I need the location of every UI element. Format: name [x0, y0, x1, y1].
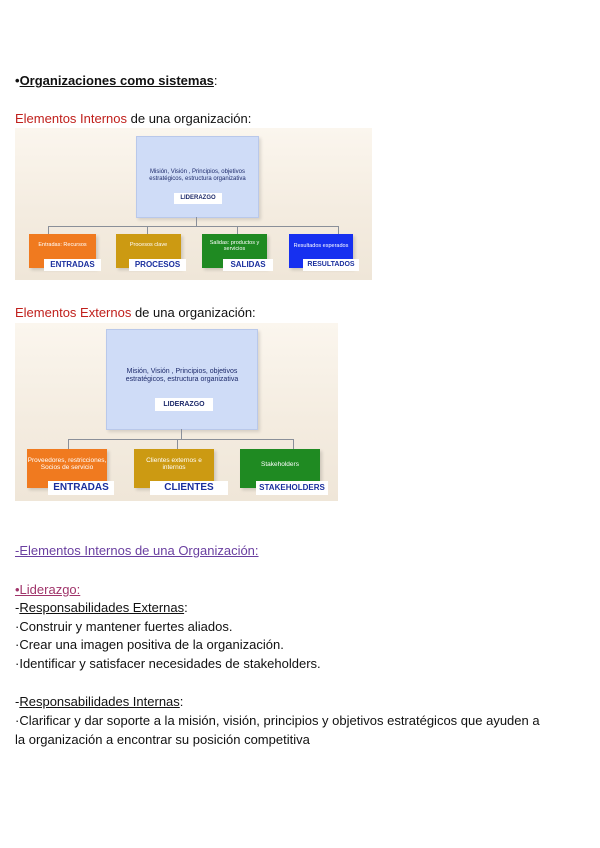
diagram1-tag-entradas: ENTRADAS [44, 259, 101, 271]
diagram2-connector-2 [177, 439, 178, 449]
diagram2-connector-horizontal [68, 439, 293, 440]
list-item: ·Construir y mantener fuertes aliados. [15, 619, 233, 634]
internal-responsibilities-heading: -Responsabilidades Internas: [15, 694, 184, 709]
diagram2-tag-stakeholders: STAKEHOLDERS [256, 481, 328, 495]
diagram1-connector-2 [147, 226, 148, 234]
external-heading-red: Elementos Externos [15, 305, 132, 320]
internal-responsibilities-line-2: la organización a encontrar su posición competitiva [15, 732, 310, 747]
diagram2-mission-box [106, 329, 258, 430]
diagram1-connector-4 [338, 226, 339, 234]
diagram1-tag-procesos: PROCESOS [129, 259, 186, 271]
diagram1-tag-resultados: RESULTADOS [303, 259, 359, 271]
diagram2-tag-entradas: ENTRADAS [48, 481, 114, 495]
diagram1-node-resultados: Resultados esperados [289, 234, 353, 268]
external-responsibilities-title: Responsabilidades Externas [19, 600, 185, 615]
diagram1-node-procesos: Procesos clave [116, 234, 181, 268]
external-responsibilities-heading: -Responsabilidades Externas: [15, 600, 188, 615]
diagram2-connector-3 [293, 439, 294, 449]
diagram2-mission-text: Misión, Visión , Principios, objetivos estratégicos, estructura organizativa [125, 368, 239, 383]
diagram1-leader-label: LIDERAZGO [174, 193, 222, 204]
title-bullet: • [15, 73, 20, 88]
internal-elements-heading [15, 111, 251, 127]
internal-responsibilities-title: Responsabilidades Internas [19, 694, 180, 709]
diagram1-mission-box [136, 136, 259, 218]
diagram2-connector-vertical [181, 429, 182, 439]
diagram1-tag-salidas: SALIDAS [223, 259, 273, 271]
diagram1-connector-vertical [196, 217, 197, 226]
title-text: Organizaciones como sistemas [19, 73, 214, 88]
title-colon: : [213, 73, 218, 88]
external-elements-diagram [15, 323, 338, 501]
liderazgo-link[interactable]: •Liderazgo: [15, 582, 81, 597]
diagram1-node-salidas: Salidas: productos y servicios [202, 234, 267, 268]
diagram1-connector-1 [48, 226, 49, 234]
internal-heading-rest: de una organización: [127, 111, 252, 126]
diagram2-connector-1 [68, 439, 69, 449]
internal-responsibilities-line-1: ·Clarificar y dar soporte a la misión, visión, principios y objetivos estratégicos que ayuden a [15, 713, 540, 728]
diagram1-connector-horizontal [48, 226, 338, 227]
diagram2-tag-clientes: CLIENTES [150, 481, 228, 495]
internal-elements-link[interactable]: -Elementos Internos de una Organización: [15, 543, 259, 558]
diagram2-node-stakeholders: Stakeholders [240, 449, 320, 488]
diagram2-node-clientes: Clientes externos e internos [134, 449, 214, 488]
page-title [15, 73, 218, 89]
internal-elements-diagram [15, 128, 372, 280]
external-elements-heading [15, 305, 256, 321]
list-item: ·Crear una imagen positiva de la organización. [15, 637, 284, 652]
diagram1-connector-3 [237, 226, 238, 234]
diagram1-mission-text: Misión, Visión , Principios, objetivos estratégicos, estructura organizativa [149, 169, 246, 182]
internal-heading-red: Elementos Internos [15, 111, 128, 126]
diagram2-node-entradas: Proveedores, restricciones, Socios de servicio [27, 449, 107, 488]
diagram1-node-entradas: Entradas: Recursos [29, 234, 96, 268]
diagram2-leader-label: LIDERAZGO [155, 398, 213, 411]
external-heading-rest: de una organización: [131, 305, 256, 320]
list-item: ·Identificar y satisfacer necesidades de stakeholders. [15, 656, 321, 671]
